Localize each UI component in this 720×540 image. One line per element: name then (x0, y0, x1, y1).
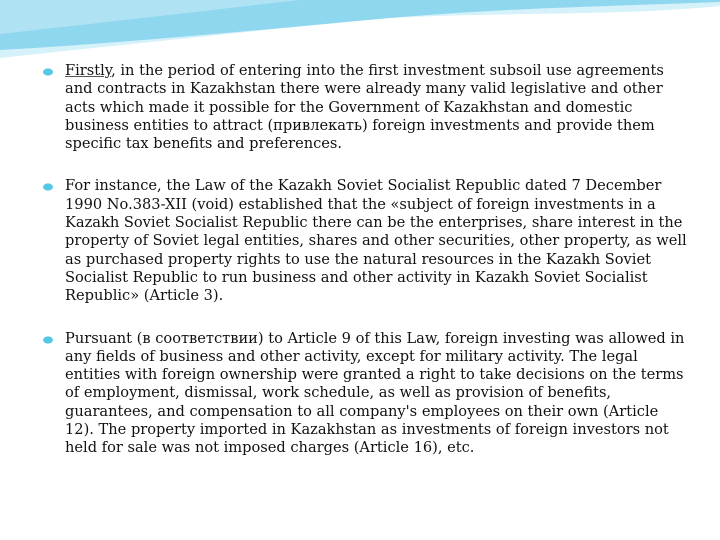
bullet-icon (43, 183, 53, 191)
bullet-text: , in the period of entering into the first investment subsoil use agreements and contracts in Kazakhstan there were already many valid legislative and other acts which made it possible for the Government of Kazakhstan and domestic business entities to attract (привлекать) foreign investments and provide them specific tax benefits and preferences. (65, 62, 664, 153)
bullet-list (40, 62, 690, 458)
bullet-firstly (40, 62, 690, 153)
bullet-text: For instance, the Law of the Kazakh Soviet Socialist Republic dated 7 December 1990 No.383-XII (void) established that the «subject of foreign investments in a Kazakh Soviet Socialist Republic there can be the enterprises, share interest in the property of Soviet legal entities, shares and other securities, other property, as well as purchased property rights to use the natural resources in the Kazakh Soviet Socialist Republic to run business and other activity in Kazakh Soviet Socialist Republic» (Article 3). (65, 177, 687, 305)
bullet-text: Pursuant (в соответствии) to Article 9 of this Law, foreign investing was allowed in any fields of business and other activity, except for military activity. The legal entities with foreign ownership were granted a right to take decisions on the terms of employment, dismissal, work schedule, as well as provision of benefits, guarantees, and compensation to all company's employees on their own (Article 12). The property imported in Kazakhstan as investments of foreign investors not held for sale was not imposed charges (Article 16), etc. (65, 329, 685, 457)
bullet-lead-word: Firstly (65, 62, 112, 79)
bullet-pursuant (40, 330, 690, 458)
bullet-icon (43, 68, 53, 76)
header-wave-decoration (0, 0, 720, 70)
bullet-for-instance (40, 177, 690, 305)
bullet-icon (43, 336, 53, 344)
